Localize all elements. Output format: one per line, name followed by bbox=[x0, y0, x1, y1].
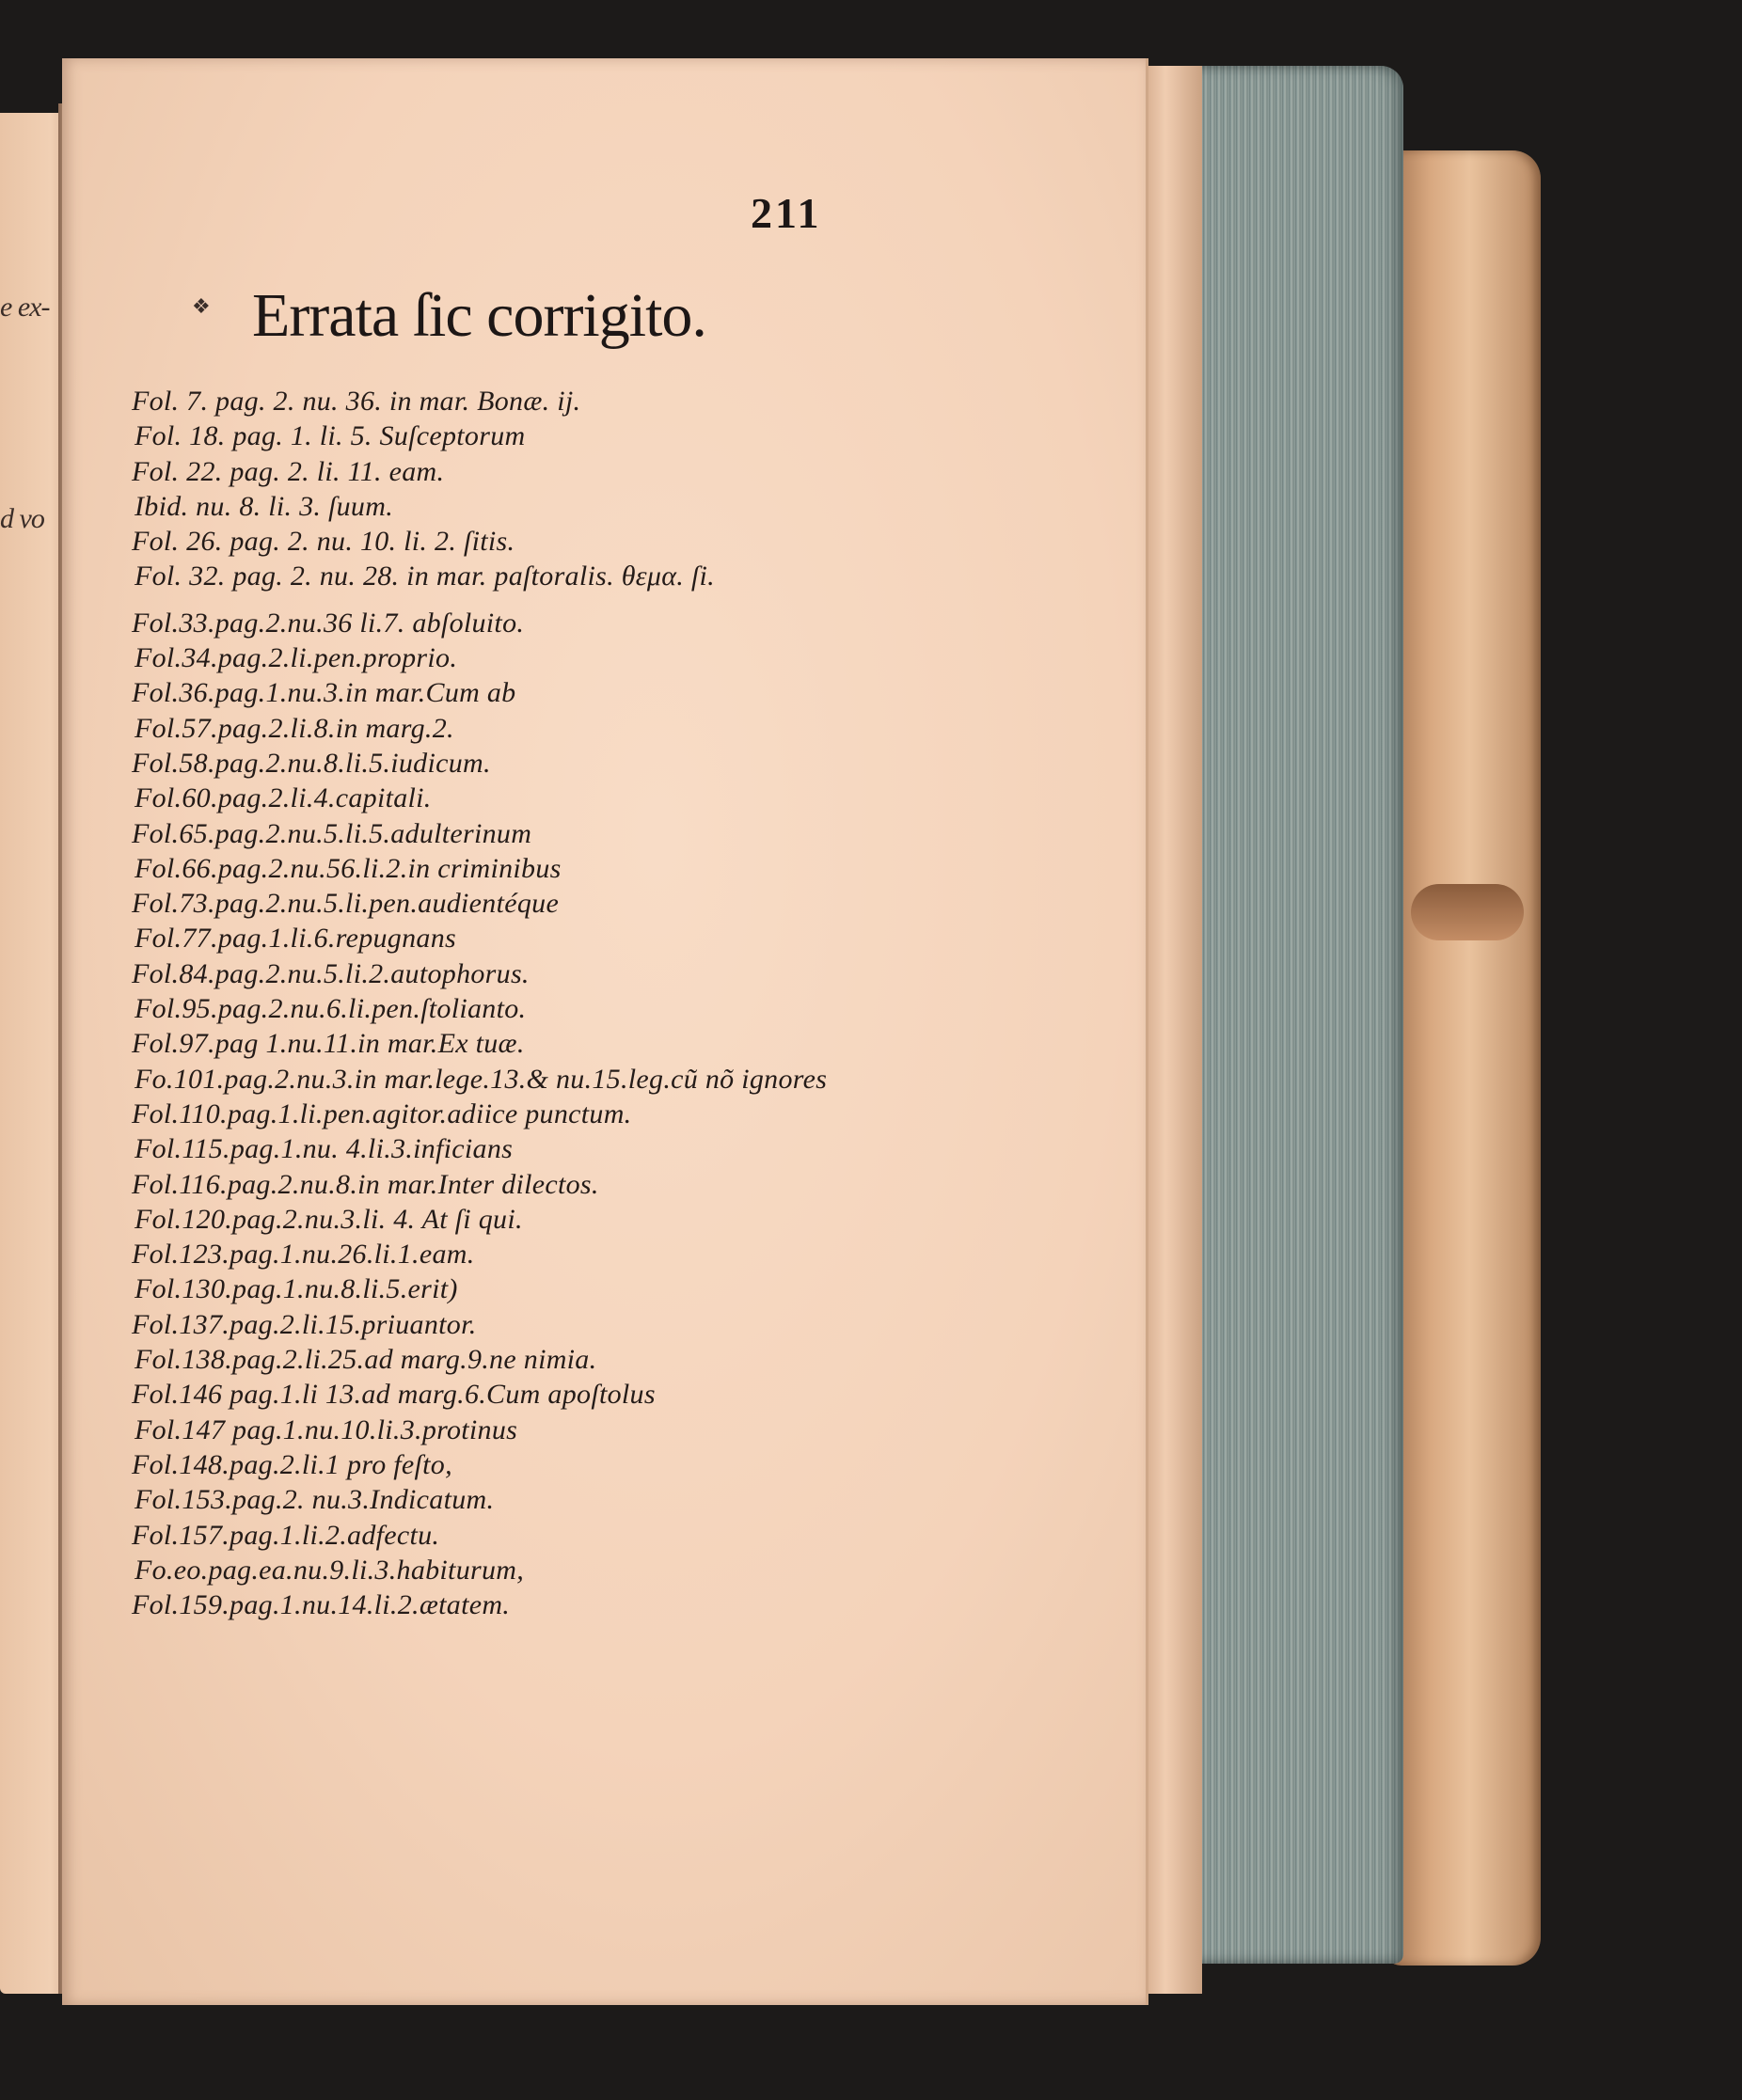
errata-entry: Fol.33.pag.2.nu.36 li.7. abſoluito. bbox=[132, 607, 525, 639]
errata-entry: Fol.60.pag.2.li.4.capitali. bbox=[135, 782, 432, 814]
errata-entry: Fol.73.pag.2.nu.5.li.pen.audientéque bbox=[132, 888, 560, 920]
errata-entry: Fol.57.pag.2.li.8.in marg.2. bbox=[135, 712, 454, 744]
errata-entry: Fol.146 pag.1.li 13.ad marg.6.Cum apoſtolus bbox=[132, 1379, 656, 1411]
cover-fold bbox=[1411, 884, 1524, 940]
errata-entry: Fol.130.pag.1.nu.8.li.5.erit) bbox=[135, 1273, 458, 1305]
errata-entry: Fol.157.pag.1.li.2.adfectu. bbox=[132, 1519, 440, 1551]
errata-entry: Fol.110.pag.1.li.pen.agitor.adiice punctum. bbox=[132, 1097, 632, 1129]
errata-entry: Fol.138.pag.2.li.25.ad marg.9.ne nimia. bbox=[135, 1344, 597, 1376]
errata-entry: Fol.77.pag.1.li.6.repugnans bbox=[135, 923, 456, 955]
book-cover bbox=[1383, 150, 1541, 1966]
errata-entry: Fol. 32. pag. 2. nu. 28. in mar. paſtoralis. θεμα. ſi. bbox=[135, 561, 715, 592]
errata-entry: Fo.eo.pag.ea.nu.9.li.3.habiturum, bbox=[135, 1554, 525, 1586]
errata-list bbox=[132, 384, 827, 1622]
errata-entry: Fol.66.pag.2.nu.56.li.2.in criminibus bbox=[135, 852, 562, 884]
left-page-fragment: d vo bbox=[0, 503, 44, 534]
left-page-fragment: e ex- bbox=[0, 292, 50, 323]
errata-entry: Fol. 26. pag. 2. nu. 10. li. 2. ſitis. bbox=[132, 526, 515, 558]
page-title: Errata ſic corrigito. bbox=[252, 281, 706, 350]
errata-entry: Fol.97.pag 1.nu.11.in mar.Ex tuæ. bbox=[132, 1028, 525, 1060]
errata-entry: Fol.84.pag.2.nu.5.li.2.autophorus. bbox=[132, 957, 530, 989]
ornament-icon: ❖ bbox=[192, 294, 211, 318]
errata-entry: Fol.137.pag.2.li.15.priuantor. bbox=[132, 1308, 477, 1340]
errata-entry: Fol.147 pag.1.nu.10.li.3.protinus bbox=[135, 1413, 518, 1445]
errata-entry: Fol.116.pag.2.nu.8.in mar.Inter dilectos. bbox=[132, 1168, 599, 1200]
errata-entry: Fol.120.pag.2.nu.3.li. 4. At ſi qui. bbox=[135, 1203, 523, 1235]
errata-entry: Fol.123.pag.1.nu.26.li.1.eam. bbox=[132, 1239, 475, 1271]
errata-entry: Fol. 7. pag. 2. nu. 36. in mar. Bonæ. ij. bbox=[132, 386, 581, 417]
page-number: 211 bbox=[751, 189, 822, 237]
errata-entry: Fo.101.pag.2.nu.3.in mar.lege.13.& nu.15.leg.cũ nõ ignores bbox=[135, 1063, 828, 1095]
errata-entry: Fol.148.pag.2.li.1 pro feſto, bbox=[132, 1448, 452, 1480]
errata-entry: Fol.115.pag.1.nu. 4.li.3.inficians bbox=[135, 1133, 514, 1165]
errata-entry: Fol.34.pag.2.li.pen.proprio. bbox=[135, 642, 458, 674]
errata-entry: Fol. 18. pag. 1. li. 5. Suſceptorum bbox=[135, 420, 526, 452]
page-fore-edge bbox=[1146, 66, 1202, 1994]
errata-entry: Fol.65.pag.2.nu.5.li.5.adulterinum bbox=[132, 817, 532, 849]
errata-entry: Fol.36.pag.1.nu.3.in mar.Cum ab bbox=[132, 677, 516, 709]
errata-entry: Fol.58.pag.2.nu.8.li.5.iudicum. bbox=[132, 747, 491, 779]
errata-entry: Fol.159.pag.1.nu.14.li.2.ætatem. bbox=[132, 1589, 511, 1621]
errata-entry: Fol.95.pag.2.nu.6.li.pen.ſtolianto. bbox=[135, 993, 527, 1025]
errata-entry: Fol. 22. pag. 2. li. 11. eam. bbox=[132, 455, 445, 487]
errata-entry: Ibid. nu. 8. li. 3. ſuum. bbox=[135, 490, 393, 522]
errata-entry: Fol.153.pag.2. nu.3.Indicatum. bbox=[135, 1484, 495, 1516]
